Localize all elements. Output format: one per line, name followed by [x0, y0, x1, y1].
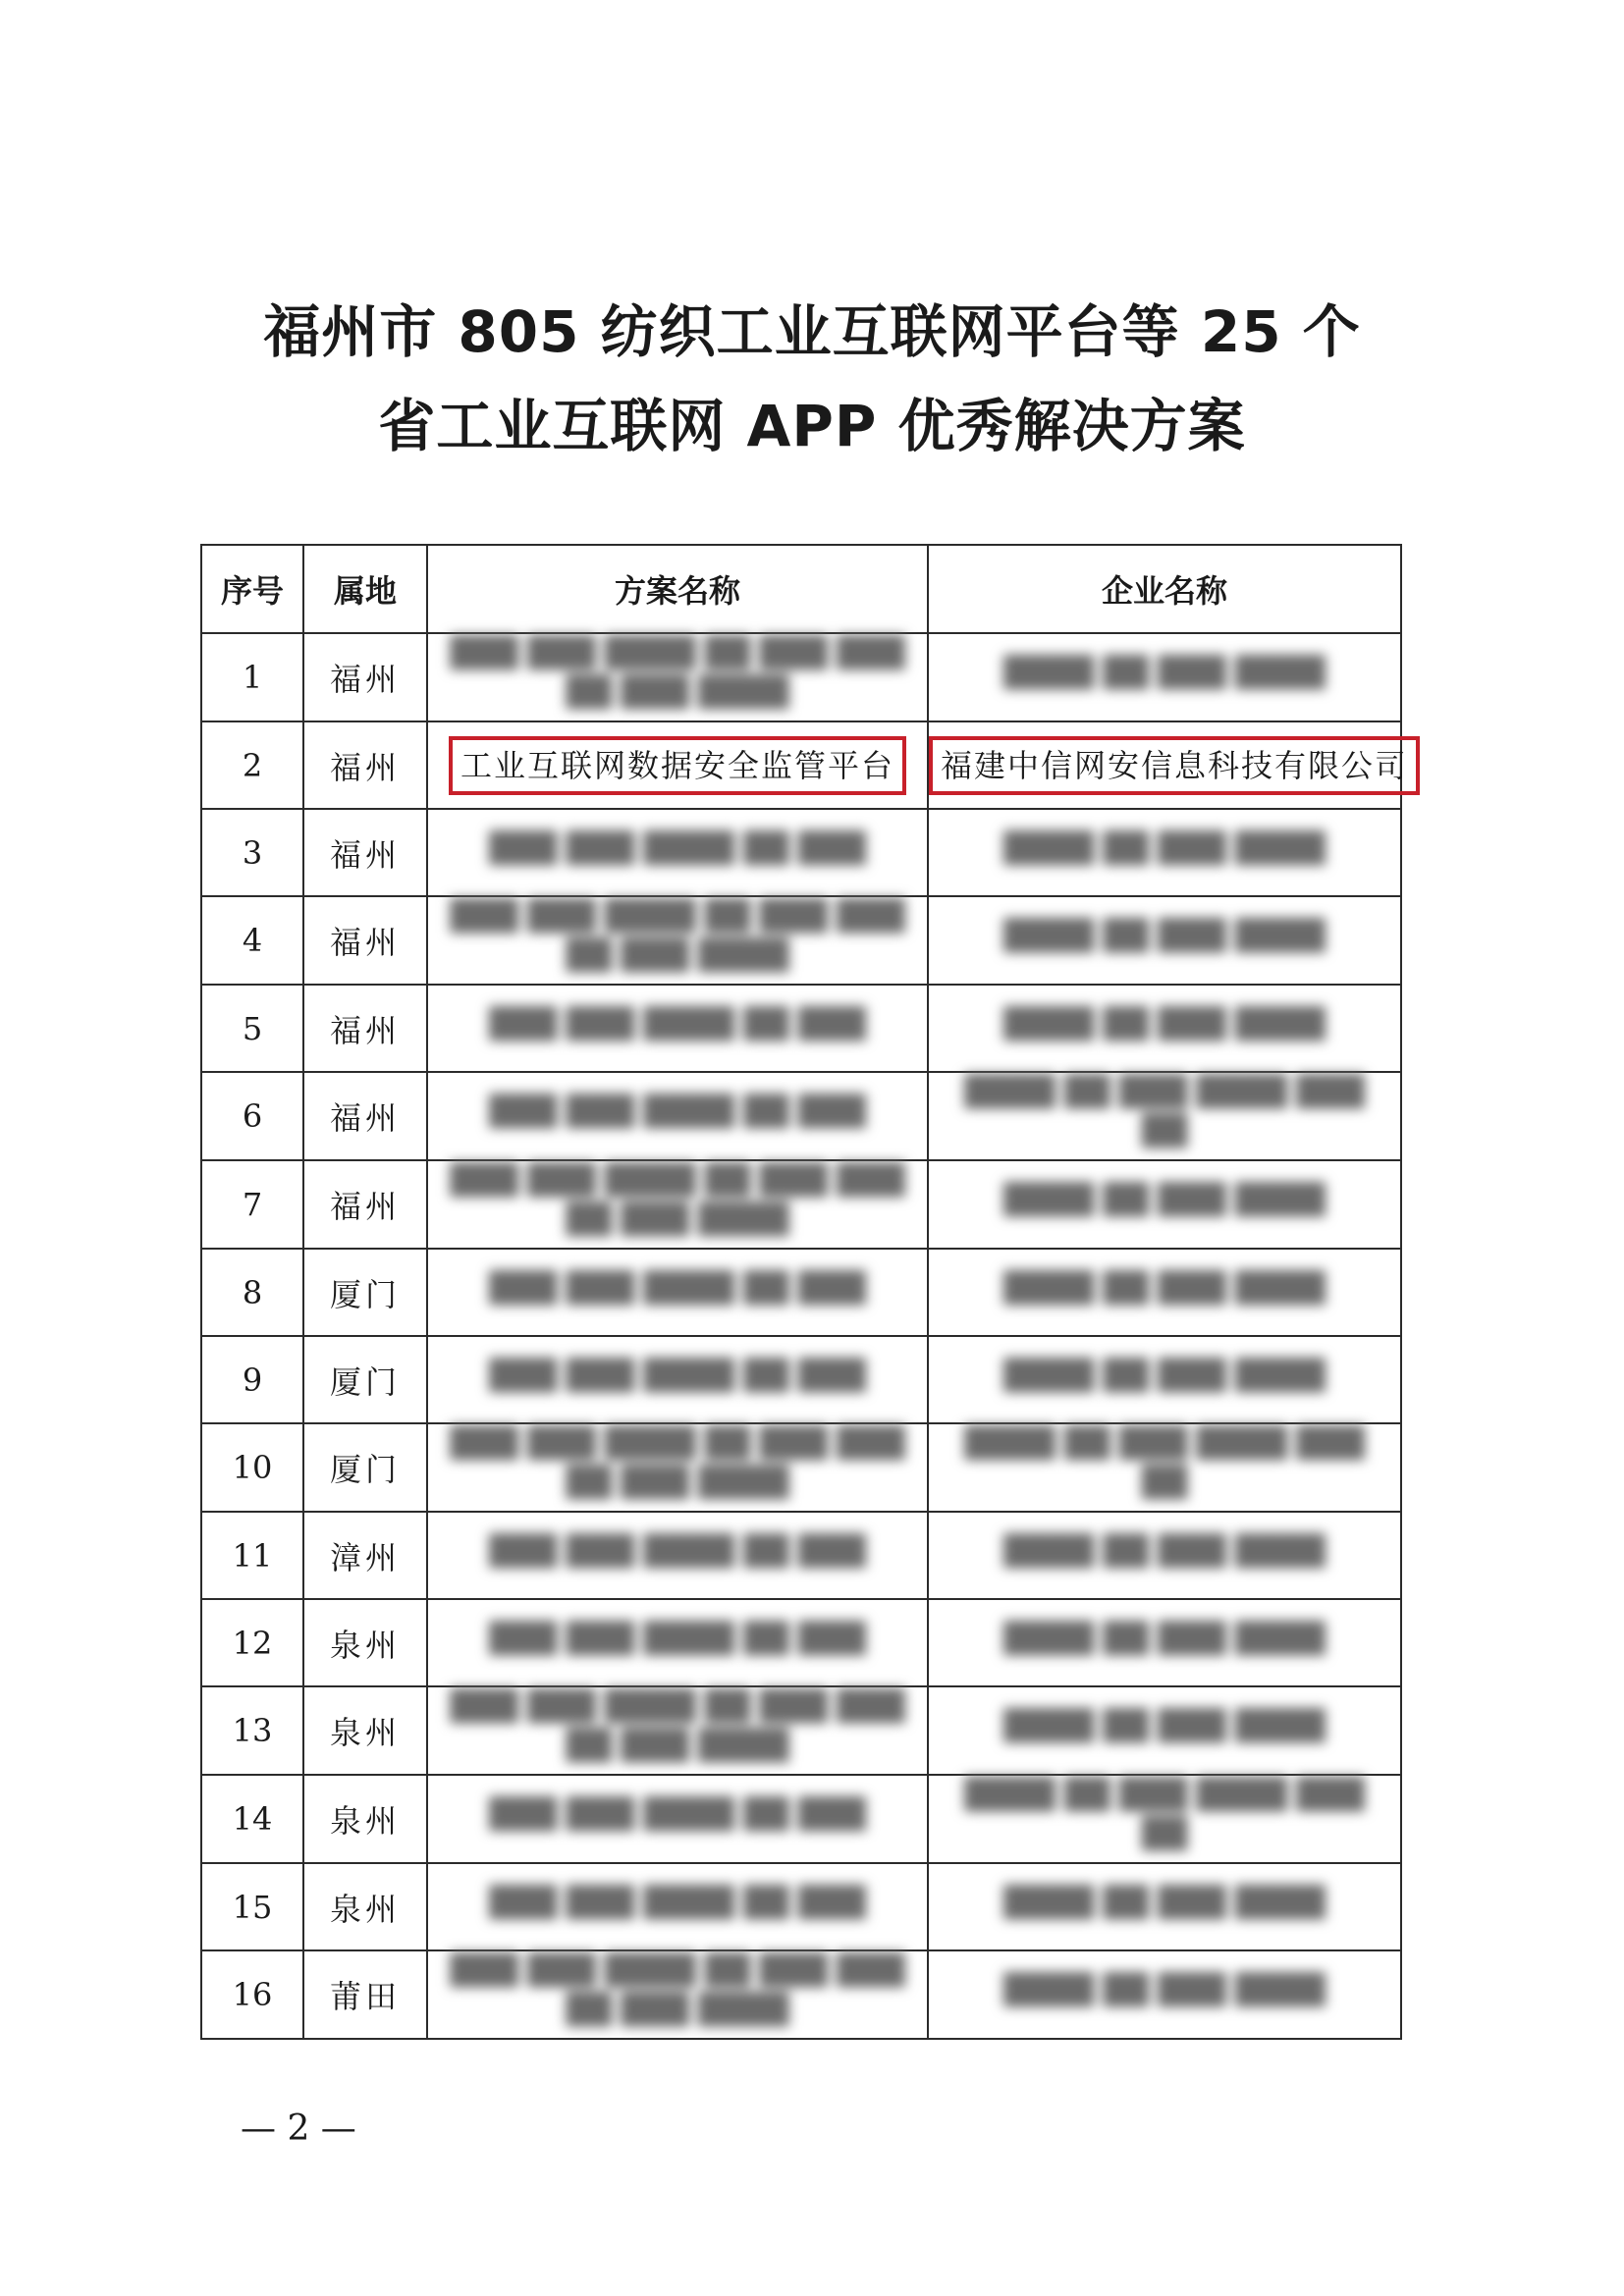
row-region: 厦门 [303, 1249, 427, 1336]
table-row [201, 633, 1401, 721]
header-company: 企业名称 [928, 545, 1401, 633]
row-solution [427, 896, 928, 985]
table-row [201, 1863, 1401, 1950]
row-region: 福州 [303, 1160, 427, 1249]
redacted-solution: ███ ███ ████ ██ ███ [488, 1621, 867, 1656]
row-company [928, 1950, 1401, 2039]
redacted-solution: ███ ███ ████ ██ ███ [488, 830, 867, 866]
redacted-company: ████ ██ ███ ████ [1002, 1358, 1326, 1393]
row-number: 9 [201, 1336, 303, 1423]
table-row [201, 1775, 1401, 1863]
row-company [928, 1686, 1401, 1775]
row-company [928, 1512, 1401, 1599]
row-solution [427, 1686, 928, 1775]
row-number: 7 [201, 1160, 303, 1249]
row-solution [427, 1336, 928, 1423]
redacted-company: ████ ██ ███ ████ [1002, 1709, 1326, 1743]
header-solution: 方案名称 [427, 545, 928, 633]
row-region: 福州 [303, 896, 427, 985]
row-solution [427, 1512, 928, 1599]
row-company [928, 1249, 1401, 1336]
row-company [928, 809, 1401, 896]
row-company [928, 1775, 1401, 1863]
table-row [201, 721, 1401, 809]
row-region: 厦门 [303, 1336, 427, 1423]
row-number: 12 [201, 1599, 303, 1686]
row-company [928, 1072, 1401, 1160]
row-region: 福州 [303, 721, 427, 809]
row-company [928, 1599, 1401, 1686]
row-solution [427, 633, 928, 721]
solutions-table [200, 544, 1409, 2040]
row-solution [427, 809, 928, 896]
highlighted-company: 福建中信网安信息科技有限公司 [929, 736, 1420, 795]
row-number: 6 [201, 1072, 303, 1160]
redacted-company: ████ ██ ███ ████ [1002, 1270, 1326, 1306]
table-row [201, 1336, 1401, 1423]
table-row [201, 985, 1401, 1072]
redacted-company: ████ ██ ███ ████ ███ ██ [964, 1075, 1365, 1148]
table-row [201, 1072, 1401, 1160]
redacted-solution: ███ ███ ████ ██ ███ [488, 1095, 867, 1129]
row-company [928, 633, 1401, 721]
table-row [201, 896, 1401, 985]
row-region: 莆田 [303, 1950, 427, 2039]
row-company [928, 896, 1401, 985]
row-number: 5 [201, 985, 303, 1072]
row-company [928, 1423, 1401, 1512]
redacted-solution: ███ ███ ████ ██ ███ [488, 1270, 867, 1306]
row-solution [427, 1249, 928, 1336]
row-region: 泉州 [303, 1775, 427, 1863]
row-number: 13 [201, 1686, 303, 1775]
redacted-solution: ███ ███ ████ ██ ███ ███ ██ ███ ████ [450, 1426, 905, 1500]
table-row [201, 1423, 1401, 1512]
row-number: 2 [201, 721, 303, 809]
table-row [201, 809, 1401, 896]
row-solution [427, 1072, 928, 1160]
highlighted-solution: 工业互联网数据安全监管平台 [449, 736, 906, 795]
row-number: 11 [201, 1512, 303, 1599]
row-solution [427, 1599, 928, 1686]
redacted-solution: ███ ███ ████ ██ ███ ███ ██ ███ ████ [450, 899, 905, 973]
row-region: 泉州 [303, 1863, 427, 1950]
table-row [201, 1950, 1401, 2039]
redacted-solution: ███ ███ ████ ██ ███ ███ ██ ███ ████ [450, 1163, 905, 1237]
redacted-company: ████ ██ ███ ████ [1002, 656, 1326, 690]
header-region: 属地 [303, 545, 427, 633]
redacted-company: ████ ██ ███ ████ [1002, 1885, 1326, 1920]
row-region: 漳州 [303, 1512, 427, 1599]
header-no: 序号 [201, 545, 303, 633]
redacted-solution: ███ ███ ████ ██ ███ ███ ██ ███ ████ [450, 1689, 905, 1763]
row-solution [427, 1950, 928, 2039]
redacted-company: ████ ██ ███ ████ [1002, 1183, 1326, 1217]
redacted-solution: ███ ███ ████ ██ ███ [488, 1797, 867, 1832]
row-region: 福州 [303, 1072, 427, 1160]
row-region: 厦门 [303, 1423, 427, 1512]
title-line-2: 省工业互联网 APP 优秀解决方案 [378, 393, 1246, 459]
redacted-solution: ███ ███ ████ ██ ███ ███ ██ ███ ████ [450, 1953, 905, 2027]
row-region: 福州 [303, 985, 427, 1072]
redacted-company: ████ ██ ███ ████ [1002, 1621, 1326, 1656]
row-company [928, 985, 1401, 1072]
row-solution [427, 721, 928, 809]
redacted-company: ████ ██ ███ ████ [1002, 1973, 1326, 2007]
row-region: 泉州 [303, 1599, 427, 1686]
row-region: 泉州 [303, 1686, 427, 1775]
row-region: 福州 [303, 633, 427, 721]
row-number: 1 [201, 633, 303, 721]
redacted-company: ████ ██ ███ ████ [1002, 830, 1326, 866]
redacted-solution: ███ ███ ████ ██ ███ [488, 1885, 867, 1920]
table-row [201, 1249, 1401, 1336]
document-title [0, 285, 1624, 473]
row-number: 3 [201, 809, 303, 896]
redacted-solution: ███ ███ ████ ██ ███ ███ ██ ███ ████ [450, 636, 905, 710]
redacted-company: ████ ██ ███ ████ ███ ██ [964, 1778, 1365, 1851]
row-solution [427, 1863, 928, 1950]
row-region: 福州 [303, 809, 427, 896]
row-company [928, 1336, 1401, 1423]
row-company [928, 1160, 1401, 1249]
row-solution [427, 1775, 928, 1863]
row-number: 15 [201, 1863, 303, 1950]
row-number: 14 [201, 1775, 303, 1863]
row-number: 8 [201, 1249, 303, 1336]
redacted-solution: ███ ███ ████ ██ ███ [488, 1006, 867, 1041]
redacted-company: ████ ██ ███ ████ [1002, 1533, 1326, 1569]
row-company [928, 721, 1409, 809]
table-row [201, 1686, 1401, 1775]
row-solution [427, 1423, 928, 1512]
row-number: 10 [201, 1423, 303, 1512]
redacted-company: ████ ██ ███ ████ [1002, 919, 1326, 953]
redacted-company: ████ ██ ███ ████ ███ ██ [964, 1426, 1365, 1500]
table-row [201, 1160, 1401, 1249]
row-number: 16 [201, 1950, 303, 2039]
table-row [201, 1512, 1401, 1599]
redacted-solution: ███ ███ ████ ██ ███ [488, 1358, 867, 1393]
redacted-solution: ███ ███ ████ ██ ███ [488, 1533, 867, 1569]
table-row [201, 1599, 1401, 1686]
row-number: 4 [201, 896, 303, 985]
row-solution [427, 1160, 928, 1249]
table-header-row [201, 545, 1401, 633]
title-line-1: 福州市 805 纺织工业互联网平台等 25 个 [263, 298, 1361, 365]
redacted-company: ████ ██ ███ ████ [1002, 1006, 1326, 1041]
row-company [928, 1863, 1401, 1950]
page-number: — 2 — [241, 2109, 356, 2149]
row-solution [427, 985, 928, 1072]
